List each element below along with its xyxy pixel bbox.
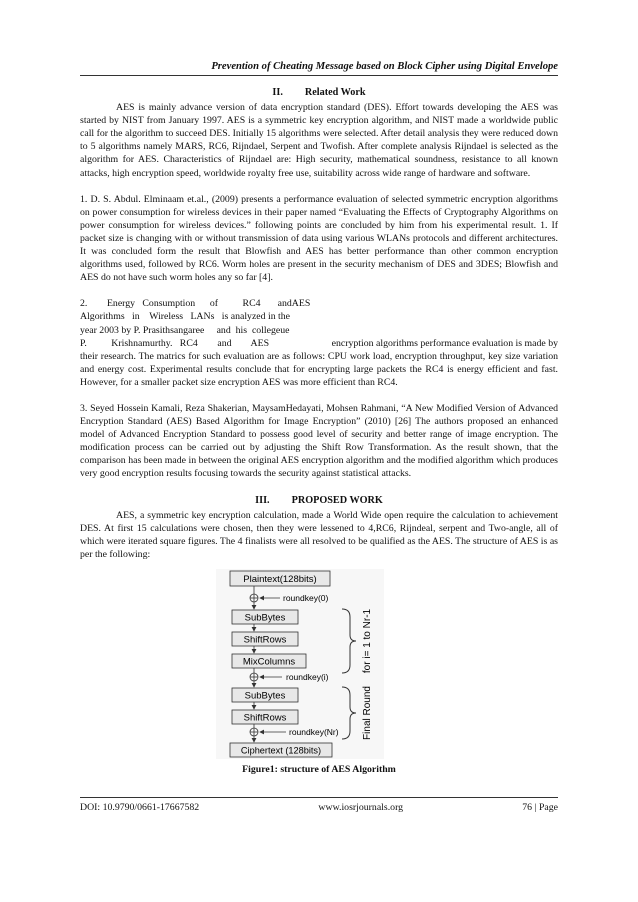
mixcolumns-label: MixColumns [242, 656, 296, 668]
section-title: Related Work [304, 87, 366, 98]
shiftrows-final-label: ShiftRows [243, 712, 287, 724]
item2-line-4 [80, 337, 558, 350]
paragraph-proposed-work: AES, a symmetric key encryption calculation, made a World Wide open require the calculation to achievement DES. At first 15 calculations were chosen, then they were lessened to 4,RC6, Rijndeal, serpent and Two-angle, all of which were iterated square figures. The 4 finalists were all resolved to be qualified as the AES. The structure of AES is as per the following: [80, 509, 558, 560]
footer-page-number: 76 | Page [522, 802, 558, 813]
figure-caption: Figure1: structure of AES Algorithm [242, 764, 396, 775]
footer-site: www.iosrjournals.org [318, 802, 404, 813]
roundkey-nr-label: roundkey(Nr) [289, 727, 339, 737]
running-header: Prevention of Cheating Message based on Block Cipher using Digital Envelope [80, 61, 558, 76]
item2-body: their research. The matrics for such evaluation are as follows: CPU work load, encryption throughput, key size variation and energy cost. Experimental results conclude that for encrypting large packets the RC4 is energy efficient and fast. However, for a smaller packet size encryption AES was more efficient than RC4. [80, 350, 558, 388]
paragraph-item-2 [80, 297, 558, 389]
page-content [80, 86, 558, 776]
item2-line-2: Algorithms in Wireless LANs is analyzed in the [80, 311, 291, 323]
item2-line-1: 2. Energy Consumption of RC4 andAES [80, 298, 311, 310]
section-title: PROPOSED WORK [291, 494, 383, 506]
section-number: III. [255, 494, 270, 506]
paragraph-aes-intro: AES is mainly advance version of data encryption standard (DES). Effort towards developing the AES was started by NIST from January 1997. AES is a symmetric key encryption algorithm, and NIST made a worldwide public call for the algorithm to succeed DES. Initially 15 algorithms were selected. After detail analysis they were reduced down to 5 algorithms namely MARS, RC6, Rijndael, Serpent and Twofish. After complete analysis Rijndael is selected as the algorithm for AES. Characteristics of Rijndael are: High security, mathematical soundness, resistance to all known attacks, high encryption speed, worldwide royalty free use, suitability across wide range of hardware and software. [80, 102, 558, 179]
aes-structure-diagram [80, 569, 558, 759]
section-number: II. [272, 87, 283, 98]
paragraph-item-1: 1. D. S. Abdul. Elminaam et.al., (2009) presents a performance evaluation of selected symmetric encryption algorithms on power consumption for wireless devices in their paper named “Evaluating the Effects of Cryptography Algorithms on power consumption for wireless devices.” following points are concluded by him from his experimental result. 1. If packet size is changing with or without transmission of data using various WLANs protocols and different architectures. It was concluded form the result that Blowfish and AES has better performance than other common encryption algorithms used, followed by RC6. Worm holes are present in the security mechanism of DES and 3DES; Blowfish and AES do not have such worm holes any so far [4]. [80, 193, 558, 284]
section-heading-proposed-work [80, 494, 558, 507]
plaintext-label: Plaintext(128bits) [243, 574, 317, 585]
item2-line-4-start: P. Krishnamurthy. RC4 and AES [80, 337, 270, 349]
footer-doi: DOI: 10.9790/0661-17667582 [80, 802, 200, 813]
subbytes-label: SubBytes [244, 612, 286, 624]
section-heading-related-work [80, 86, 558, 99]
ciphertext-label: Ciphertext (128bits) [240, 745, 322, 756]
paragraph-item-3: 3. Seyed Hossein Kamali, Reza Shakerian, MaysamHedayati, Mohsen Rahmani, “A New Modified Version of Advanced Encryption Standard (AES) Based Algorithm for Image Encryption” (2010) [26] The authors proposed an enhanced model of Advanced Encryption Standard to possess good level of security and better range of image encryption. The modification process can be carried out by adjusting the Shift Row Transformation. As the result shown, that the comparison has been made in between the original AES encryption algorithm and the modified algorithm which produces very good encryption results focusing towards the security against statistical attacks. [80, 402, 558, 480]
roundkey-i-label: roundkey(i) [286, 672, 329, 682]
loop-label: for i= 1 to Nr-1 [362, 608, 373, 674]
subbytes-final-label: SubBytes [244, 690, 286, 702]
final-round-label: Final Round [362, 686, 373, 740]
item2-line-4-end: encryption algorithms performance evaluation is made by [331, 337, 558, 349]
item2-line-3: year 2003 by P. Prasithsangaree and his collegeue [80, 324, 290, 336]
page-footer [80, 797, 558, 813]
shiftrows-label: ShiftRows [243, 634, 287, 646]
aes-structure-figure [80, 569, 558, 759]
roundkey0-label: roundkey(0) [283, 593, 329, 603]
